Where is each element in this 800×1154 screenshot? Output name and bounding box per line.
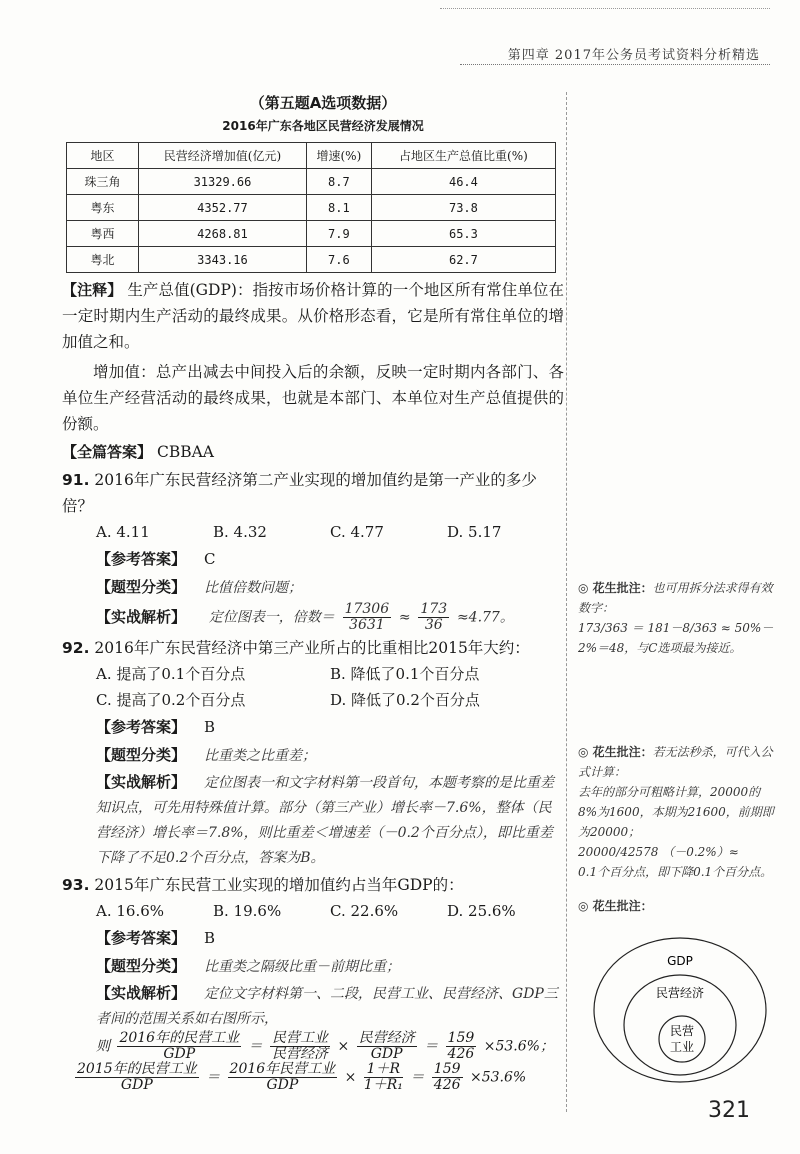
option: C. 22.6% — [330, 902, 399, 920]
question-stem: 2016年广东民营经济第二产业实现的增加值约是第一产业的多少倍？ — [62, 471, 537, 515]
venn-label-industry-2: 工业 — [669, 1040, 695, 1054]
table-row — [67, 247, 556, 273]
note-paragraph-2: 增加值：总产出减去中间投入后的余额，反映一定时期内各部门、各单位生产经营活动的最终成果，也就是本部门、本单位对生产总值提供的份额。 — [62, 363, 564, 433]
private-industry-circle — [659, 1016, 705, 1062]
table-row — [67, 195, 556, 221]
side-note-formula: 173/363 ＝ 181－8/363 ≈ 50%－ — [578, 621, 774, 635]
full-answer — [62, 439, 564, 465]
fraction: $\frac{\text{民营经济}}{\text{GDP}}$ — [358, 1030, 415, 1062]
label: 【实战解析】 — [96, 773, 187, 791]
analysis — [62, 770, 564, 870]
label: 【题型分类】 — [96, 746, 187, 764]
reference-answer — [62, 924, 564, 952]
question-stem: 2015年广东民营工业实现的增加值约占当年GDP的： — [94, 876, 464, 894]
venn-label-industry-1: 民营 — [669, 1024, 695, 1038]
data-title: （第五题A选项数据） — [249, 94, 397, 112]
note-paragraph — [62, 277, 564, 355]
fraction: $\frac{\text{2015年的民营工业}}{\text{GDP}}$ — [77, 1061, 197, 1093]
label: 【参考答案】 — [96, 929, 187, 947]
question-92 — [62, 635, 564, 661]
fraction: $\frac{\text{民营工业}}{\text{民营经济}}$ — [272, 1030, 328, 1062]
analysis-text: 定位文字材料第一、二段，民营工业、民营经济、GDP三者间的范围关系如右图所示， — [96, 986, 558, 1027]
value: 比重类之比重差； — [204, 748, 317, 764]
region-cell: 粤北 — [67, 247, 139, 273]
share-cell: 73.8 — [371, 195, 555, 221]
options-91 — [62, 519, 564, 545]
label: 【实战解析】 — [96, 984, 187, 1002]
page-number: 321 — [708, 1098, 750, 1123]
growth-cell: 7.9 — [306, 221, 371, 247]
region-cell: 珠三角 — [67, 169, 139, 195]
option: D. 5.17 — [447, 523, 502, 541]
reference-answer — [62, 545, 564, 573]
share-cell: 62.7 — [371, 247, 555, 273]
question-number: 91. — [62, 471, 90, 489]
side-note-label: ◎ 花生批注： — [578, 899, 653, 913]
option: C. 4.77 — [330, 523, 384, 541]
value-cell: 4352.77 — [139, 195, 307, 221]
option: D. 降低了0.2个百分点 — [330, 691, 480, 709]
region-cell: 粤西 — [67, 221, 139, 247]
label: 【参考答案】 — [96, 718, 187, 736]
side-note-label: ◎ 花生批注： — [578, 581, 653, 595]
question-type — [62, 741, 564, 770]
table-header: 增速(%) — [306, 143, 371, 169]
share-cell: 46.4 — [371, 169, 555, 195]
side-note-1 — [578, 578, 778, 658]
option: A. 4.11 — [96, 523, 150, 541]
question-number: 92. — [62, 639, 90, 657]
options-92 — [62, 661, 564, 713]
venn-label-economy: 民营经济 — [655, 986, 705, 1000]
label: 【题型分类】 — [96, 957, 187, 975]
question-type — [62, 952, 564, 981]
label: 【参考答案】 — [96, 550, 187, 568]
table-title: 2016年广东各地区民营经济发展情况 — [222, 119, 424, 133]
analysis — [62, 981, 564, 1031]
table-header: 占地区生产总值比重(%) — [371, 143, 555, 169]
fraction: $\frac{159}{426}$ — [433, 1061, 461, 1093]
value: B — [204, 718, 216, 736]
table-header: 地区 — [67, 143, 139, 169]
value: 比重类之隔级比重－前期比重； — [204, 959, 401, 975]
question-stem: 2016年广东民营经济中第三产业所占的比重相比2015年大约： — [94, 639, 530, 657]
region-cell: 粤东 — [67, 195, 139, 221]
table-row — [67, 169, 556, 195]
fraction: $\frac{17306}{3631}$ — [344, 601, 390, 633]
options-93 — [62, 898, 564, 924]
value: B — [204, 929, 216, 947]
fraction: $\frac{159}{426}$ — [447, 1030, 475, 1062]
column-divider — [566, 92, 567, 1112]
side-note-text: 去年的部分可粗略计算，20000的8%为1600，本期为21600，前期即为20000； — [578, 785, 774, 839]
option: B. 降低了0.1个百分点 — [330, 665, 480, 683]
analysis-text: 定位图表一和文字材料第一段首句，本题考察的是比重差知识点，可先用特殊值计算。部分（第三产业）增长率－7.6%，整体（民营经济）增长率＝7.8%，则比重差＜增速差（－0.2个百分点），即比重差下降了不足0.2个百分点，答案为B。 — [96, 775, 555, 866]
table-header: 民营经济增加值(亿元) — [139, 143, 307, 169]
side-note-label: ◎ 花生批注： — [578, 745, 653, 759]
full-answer-label: 【全篇答案】 — [62, 443, 153, 461]
full-answer-value: CBBAA — [156, 443, 214, 461]
table-row — [67, 221, 556, 247]
growth-cell: 8.1 — [306, 195, 371, 221]
header-rule — [460, 64, 770, 65]
side-note-text: 0.1个百分点，即下降0.1个百分点。 — [578, 865, 773, 879]
value-cell: 4268.81 — [139, 221, 307, 247]
side-note-3 — [578, 896, 778, 916]
label: 【实战解析】 — [96, 607, 187, 626]
fraction: $\frac{173}{36}$ — [420, 601, 448, 633]
top-rule — [440, 8, 770, 9]
option: B. 4.32 — [213, 523, 267, 541]
question-93 — [62, 872, 564, 898]
formula-1: 则 $\frac{\text{2016年的民营工业}}{\text{GDP}}$ ＝ $\frac{\text{民营工业}}{\text{民营经济}}$ × $\frac{\text{民营经济}}{\text{GDP}}$ ＝ $\frac{159}{426}$ ×53.6%； — [96, 1030, 554, 1062]
note-text: 生产总值(GDP)：指按市场价格计算的一个地区所有常住单位在一定时期内生产活动的最终成果。从价格形态看，它是所有常住单位的增加值之和。 — [62, 281, 564, 351]
fraction: $\frac{\text{2016年民营工业}}{\text{GDP}}$ — [229, 1061, 336, 1093]
running-header: 第四章 2017年公务员考试资料分析精选 — [507, 48, 760, 63]
growth-cell: 7.6 — [306, 247, 371, 273]
option: A. 提高了0.1个百分点 — [96, 665, 246, 683]
analysis-text: 定位图表一，倍数＝ — [208, 609, 335, 626]
question-number: 93. — [62, 876, 90, 894]
side-note-formula: 20000/42578 （－0.2%）≈ — [578, 845, 739, 859]
question-type — [62, 573, 564, 602]
note-label: 【注释】 — [62, 281, 123, 299]
side-note-2 — [578, 742, 778, 882]
growth-cell: 8.7 — [306, 169, 371, 195]
value: 比值倍数问题； — [204, 580, 303, 596]
side-note-text: 也可用拆分法求得有效数字： — [578, 581, 773, 615]
option: A. 16.6% — [96, 902, 165, 920]
side-note-text: 若无法秒杀，可代入公式计算： — [578, 745, 773, 779]
formula-2: $\frac{\text{2015年的民营工业}}{\text{GDP}}$ ＝ $\frac{\text{2016年民营工业}}{\text{GDP}}$ × $\frac{1+R}{\text{1＋R₁}}$ ＝ $\frac{159}{426}$ ×53.6% — [77, 1061, 527, 1093]
value-cell: 31329.66 — [139, 169, 307, 195]
venn-label-gdp: GDP — [667, 954, 693, 968]
option: D. 25.6% — [447, 902, 516, 920]
fraction: $\frac{\text{2016年的民营工业}}{\text{GDP}}$ — [119, 1030, 240, 1062]
table-header-row — [67, 143, 556, 169]
question-91 — [62, 467, 564, 519]
venn-diagram — [590, 935, 770, 1085]
region-table — [66, 142, 556, 273]
analysis: 【实战解析】 定位图表一，倍数＝ $\frac{17306}{3631}$ ≈ $\frac{173}{36}$ ≈4.77。 — [96, 601, 514, 633]
fraction: $\frac{1+R}{\text{1＋R₁}}$ — [363, 1061, 403, 1093]
reference-answer — [62, 713, 564, 741]
value-cell: 3343.16 — [139, 247, 307, 273]
value: C — [204, 550, 216, 568]
share-cell: 65.3 — [371, 221, 555, 247]
main-column — [62, 92, 564, 1093]
option: C. 提高了0.2个百分点 — [96, 691, 246, 709]
side-note-formula: 2%＝48，与C选项最为接近。 — [578, 641, 742, 655]
label: 【题型分类】 — [96, 578, 187, 596]
option: B. 19.6% — [213, 902, 282, 920]
